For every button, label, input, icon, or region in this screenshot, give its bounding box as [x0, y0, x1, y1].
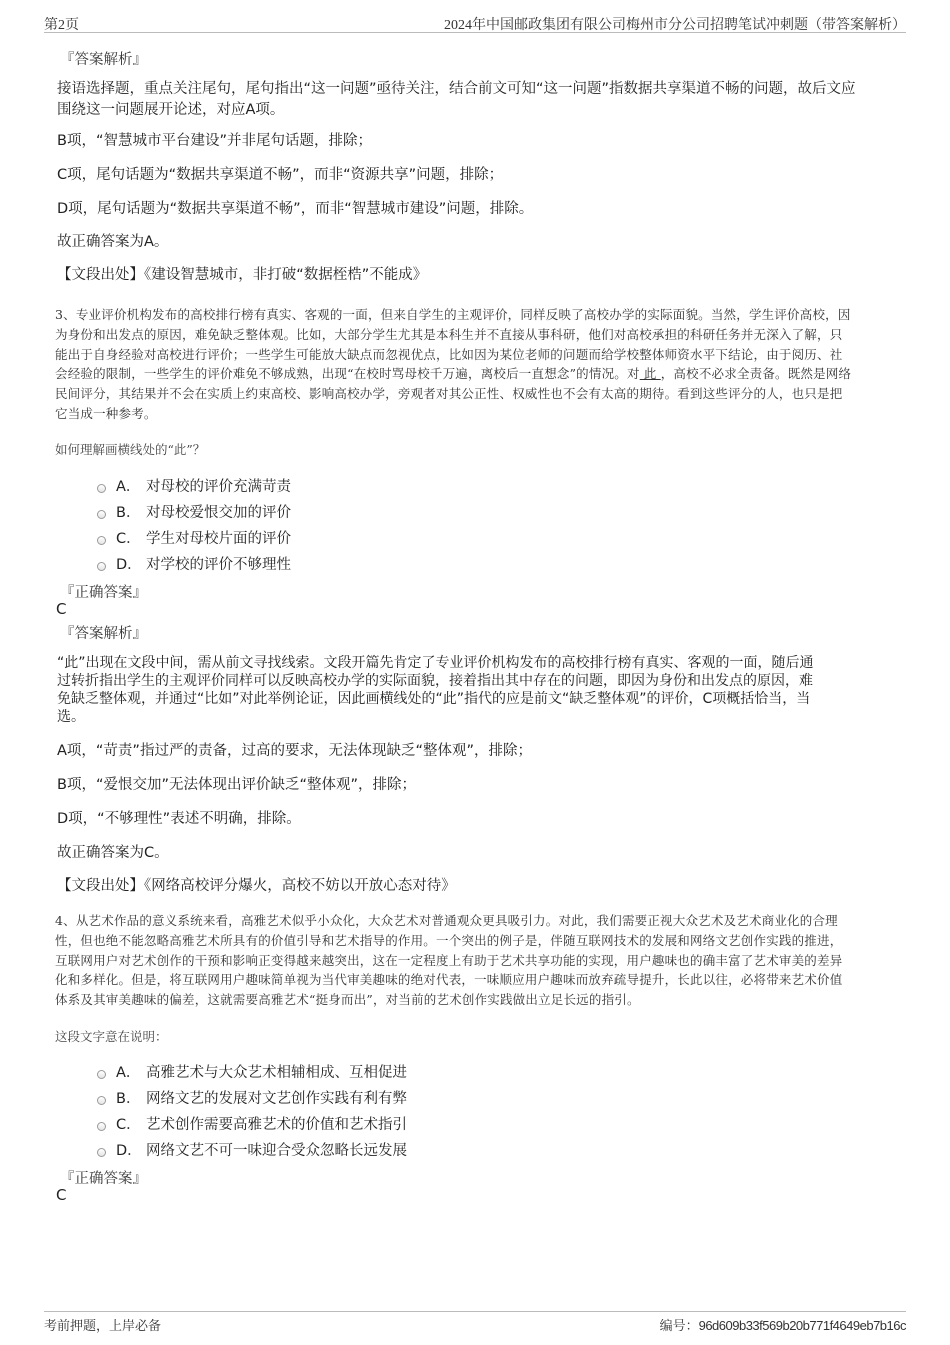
radio-button-icon[interactable] — [97, 1070, 106, 1079]
question-4-options — [97, 1060, 407, 1160]
analysis-line: 选。 — [57, 709, 85, 725]
source-citation: 【文段出处】《建设智慧城市，非打破“数据桎梏”不能成》 — [57, 267, 428, 283]
radio-button-icon[interactable] — [97, 484, 106, 493]
elimination-d: D项，尾句话题为“数据共享渠道不畅”，而非“智慧城市建设”问题，排除。 — [57, 201, 534, 217]
passage-line: 为身份和出发点的原因，难免缺乏整体观。比如，大部分学生尤其是本科生并不直接从事科研，他们对高校承担的科研任务并无深入了解，只 — [55, 326, 843, 342]
elimination-a: A项，“苛责”指过严的责备，过高的要求，无法体现缺乏“整体观”，排除； — [57, 743, 532, 759]
analysis-line: “此”出现在文段中间，需从前文寻找线索。文段开篇先肯定了专业评价机构发布的高校排行榜有真实、客观的一面，随后通 — [57, 655, 814, 671]
radio-button-icon[interactable] — [97, 1122, 106, 1131]
question-3-prompt: 如何理解画横线处的“此”？ — [55, 442, 206, 457]
passage-line: 化和多样化。但是，将互联网用户趣味简单视为当代审美趣味的绝对代表，一味顺应用户趣味而放弃疏导提升，长此以往，必将带来艺术价值 — [55, 972, 843, 988]
question-4-prompt: 这段文字意在说明： — [55, 1029, 168, 1044]
passage-line: 3、专业评价机构发布的高校排行榜有真实、客观的一面，但来自学生的主观评价，同样反映了高校办学的实际面貌。当然，学生评价高校，因 — [55, 307, 851, 322]
conclusion: 故正确答案为A。 — [57, 234, 169, 250]
option-a[interactable]: A． 高雅艺术与大众艺术相辅相成、互相促进 — [97, 1060, 407, 1082]
radio-button-icon[interactable] — [97, 1096, 106, 1105]
conclusion: 故正确答案为C。 — [57, 845, 169, 861]
passage-line: 它当成一种参考。 — [55, 405, 157, 421]
analysis-line: 过转折指出学生的主观评价同样可以反映高校办学的实际面貌，接着指出其中存在的问题，即因为身份和出发点的原因，难 — [57, 673, 813, 689]
question-3-options — [97, 474, 291, 574]
question-3-passage — [55, 305, 910, 424]
source-citation: 【文段出处】《网络高校评分爆火，高校不妨以开放心态对待》 — [57, 878, 456, 894]
option-d[interactable]: D． 网络文艺不可一味迎合受众忽略长远发展 — [97, 1138, 407, 1160]
passage-line: 4、从艺术作品的意义系统来看，高雅艺术似乎小众化，大众艺术对普通观众更具吸引力。对此，我们需要正视大众艺术及艺术商业化的合理 — [55, 913, 838, 928]
analysis-text — [57, 79, 907, 121]
page-number: 第2页 — [44, 18, 79, 33]
analysis-line: 免缺乏整体观，并通过“比如”对此举例论证，因此画横线处的“此”指代的应是前文“缺乏整体观”的评价，C项概括恰当，当 — [57, 691, 811, 707]
passage-line: 民间评分，其结果并不会在实质上约束高校、影响高校办学，旁观者对其公正性、权威性也不会有太高的期待。看到这些评分的人，也只是把 — [55, 386, 843, 402]
document-title: 2024年中国邮政集团有限公司梅州市分公司招聘笔试冲刺题（带答案解析） — [444, 18, 906, 33]
option-c[interactable]: C． 学生对母校片面的评价 — [97, 526, 291, 548]
page-header — [44, 12, 906, 33]
correct-answer: C — [56, 600, 67, 618]
correct-answer-label: 『正确答案』 — [60, 585, 147, 601]
radio-button-icon[interactable] — [97, 510, 106, 519]
analysis-line: 围绕这一问题展开论述，对应A项。 — [57, 102, 285, 118]
option-b[interactable]: B． 网络文艺的发展对文艺创作实践有利有弊 — [97, 1086, 407, 1108]
question-4-passage — [55, 911, 910, 1010]
radio-button-icon[interactable] — [97, 562, 106, 571]
option-b[interactable]: B． 对母校爱恨交加的评价 — [97, 500, 291, 522]
passage-line: 会经验的限制，一些学生的评价难免不够成熟，出现“在校时骂母校千万遍，离校后一直想念”的情况。对 此 ，高校不必求全责备。既然是网络 — [55, 366, 852, 382]
elimination-b: B项，“智慧城市平台建设”并非尾句话题，排除； — [57, 133, 372, 149]
footer-slogan: 考前押题，上岸必备 — [44, 1318, 162, 1333]
passage-line: 能出于自身经验对高校进行评价；一些学生可能放大缺点而忽视优点，比如因为某位老师的问题而给学校整体师资水平下结论，由于阅历、社 — [55, 346, 843, 362]
underlined-word: 此 — [639, 366, 661, 382]
elimination-b: B项，“爱恨交加”无法体现出评价缺乏“整体观”，排除； — [57, 777, 416, 793]
radio-button-icon[interactable] — [97, 1148, 106, 1157]
correct-answer: C — [56, 1186, 67, 1204]
elimination-d: D项，“不够理性”表述不明确，排除。 — [57, 811, 301, 827]
analysis-label: 『答案解析』 — [60, 626, 147, 642]
analysis-label: 『答案解析』 — [60, 52, 147, 68]
elimination-c: C项，尾句话题为“数据共享渠道不畅”，而非“资源共享”问题，排除； — [57, 167, 504, 183]
analysis-text — [57, 654, 917, 726]
option-d[interactable]: D． 对学校的评价不够理性 — [97, 552, 291, 574]
correct-answer-label: 『正确答案』 — [60, 1171, 147, 1187]
option-c[interactable]: C． 艺术创作需要高雅艺术的价值和艺术指引 — [97, 1112, 407, 1134]
option-a[interactable]: A． 对母校的评价充满苛责 — [97, 474, 291, 496]
passage-line: 性，但也绝不能忽略高雅艺术所具有的价值引导和艺术指导的作用。一个突出的例子是，伴随互联网技术的发展和网络文艺创作实践的推进， — [55, 932, 843, 948]
passage-line: 互联网用户对艺术创作的干预和影响正变得越来越突出，这在一定程度上有助于艺术共享功能的实现，用户趣味也的确丰富了艺术审美的差异 — [55, 952, 843, 968]
analysis-line: 接语选择题，重点关注尾句，尾句指出“这一问题”亟待关注，结合前文可知“这一问题”指数据共享渠道不畅的问题，故后文应 — [57, 81, 856, 97]
radio-button-icon[interactable] — [97, 536, 106, 545]
passage-line: 体系及其审美趣味的偏差，这就需要高雅艺术“挺身而出”，对当前的艺术创作实践做出立足长远的指引。 — [55, 992, 640, 1008]
page-footer — [44, 1311, 906, 1334]
document-code: 编号：96d609b33f569b20b771f4649eb7b16c — [659, 1318, 906, 1333]
